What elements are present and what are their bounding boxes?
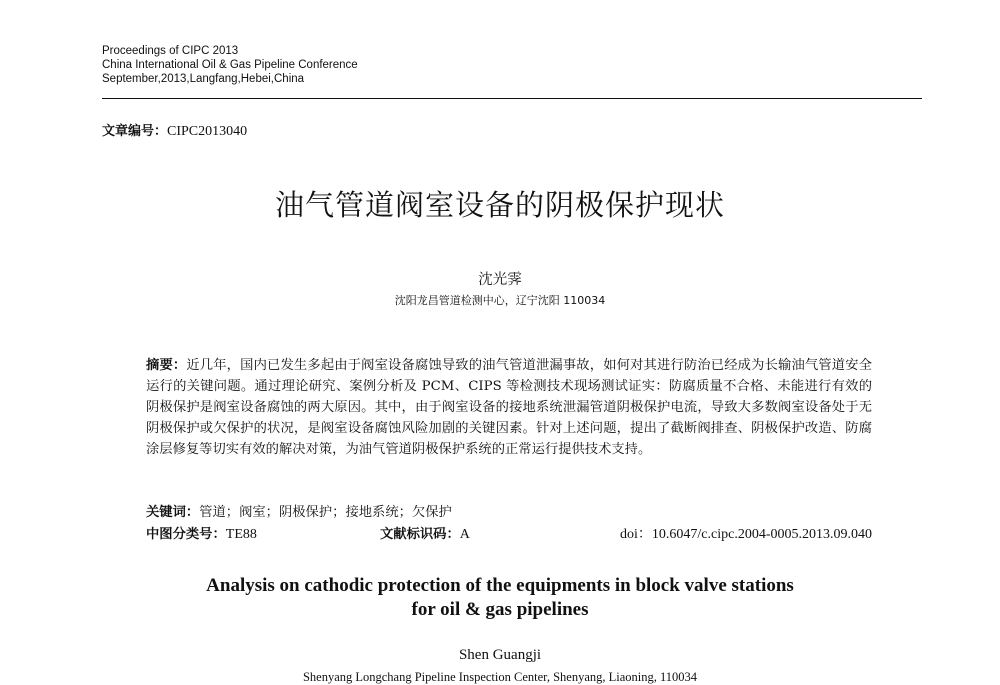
page-title-cn: 油气管道阀室设备的阴极保护现状: [274, 188, 725, 222]
keywords-label: 关键词：: [146, 505, 200, 520]
article-number-value: CIPC2013040: [167, 124, 248, 139]
doc-code-label: 文献标识码：: [380, 527, 460, 542]
clc-value: TE88: [225, 527, 257, 542]
author-cn: 沈光霁: [478, 272, 522, 288]
author-en: Shen Guangji: [458, 647, 542, 663]
keywords-cn: [146, 502, 872, 523]
doi: [620, 524, 872, 545]
title-en-line1: Analysis on cathodic protection of the equipments in block valve stations: [206, 575, 794, 596]
affiliation-cn: 沈阳龙昌管道检测中心，辽宁沈阳 110034: [394, 294, 606, 307]
abstract-cn: [146, 355, 872, 460]
title-en-line2: for oil & gas pipelines: [411, 599, 589, 620]
affiliation-en: Shenyang Longchang Pipeline Inspection Center, Shenyang, Liaoning, 110034: [302, 670, 698, 684]
header-line-proceedings: Proceedings of CIPC 2013: [102, 45, 239, 57]
header-line-date-location: September,2013,Langfang,Hebei,China: [102, 73, 305, 85]
page-title-en: [0, 574, 1000, 622]
header-divider: [102, 98, 922, 99]
header-line-conference: China International Oil & Gas Pipeline Conference: [102, 59, 358, 71]
clc-number: [146, 524, 257, 545]
doi-value: 10.6047/c.cipc.2004-0005.2013.09.040: [651, 527, 872, 542]
doc-code-value: A: [459, 527, 470, 542]
clc-label: 中图分类号：: [146, 527, 226, 542]
article-number-label: 文章编号：: [102, 124, 168, 139]
abstract-text: 近几年，国内已发生多起由于阀室设备腐蚀导致的油气管道泄漏事故，如何对其进行防治已经成为长输油气管道安全运行的关键问题。通过理论研究、案例分析及 PCM、CIPS 等检测技术现场测试证实：防腐质量不合格、未能进行有效的阴极保护是阀室设备腐蚀的两大原因。其中，由于阀室设备的接地系统泄漏管道阴极保护电流，导致大多数阀室设备处于无阴极保护或欠保护的状况，是阀室设备腐蚀风险加剧的关键因素。针对上述问题，提出了截断阀排查、阴极保护改造、防腐涂层修复等切实有效的解决对策，为油气管道阴极保护系统的正常运行提供技术支持。: [146, 358, 873, 457]
doi-label: doi：: [620, 527, 652, 542]
document-code: [380, 524, 470, 545]
article-number: [102, 120, 247, 140]
keywords-text: 管道；阀室；阴极保护；接地系统；欠保护: [199, 505, 452, 520]
proceedings-header: [102, 44, 358, 86]
abstract-label: 摘要：: [146, 358, 187, 373]
